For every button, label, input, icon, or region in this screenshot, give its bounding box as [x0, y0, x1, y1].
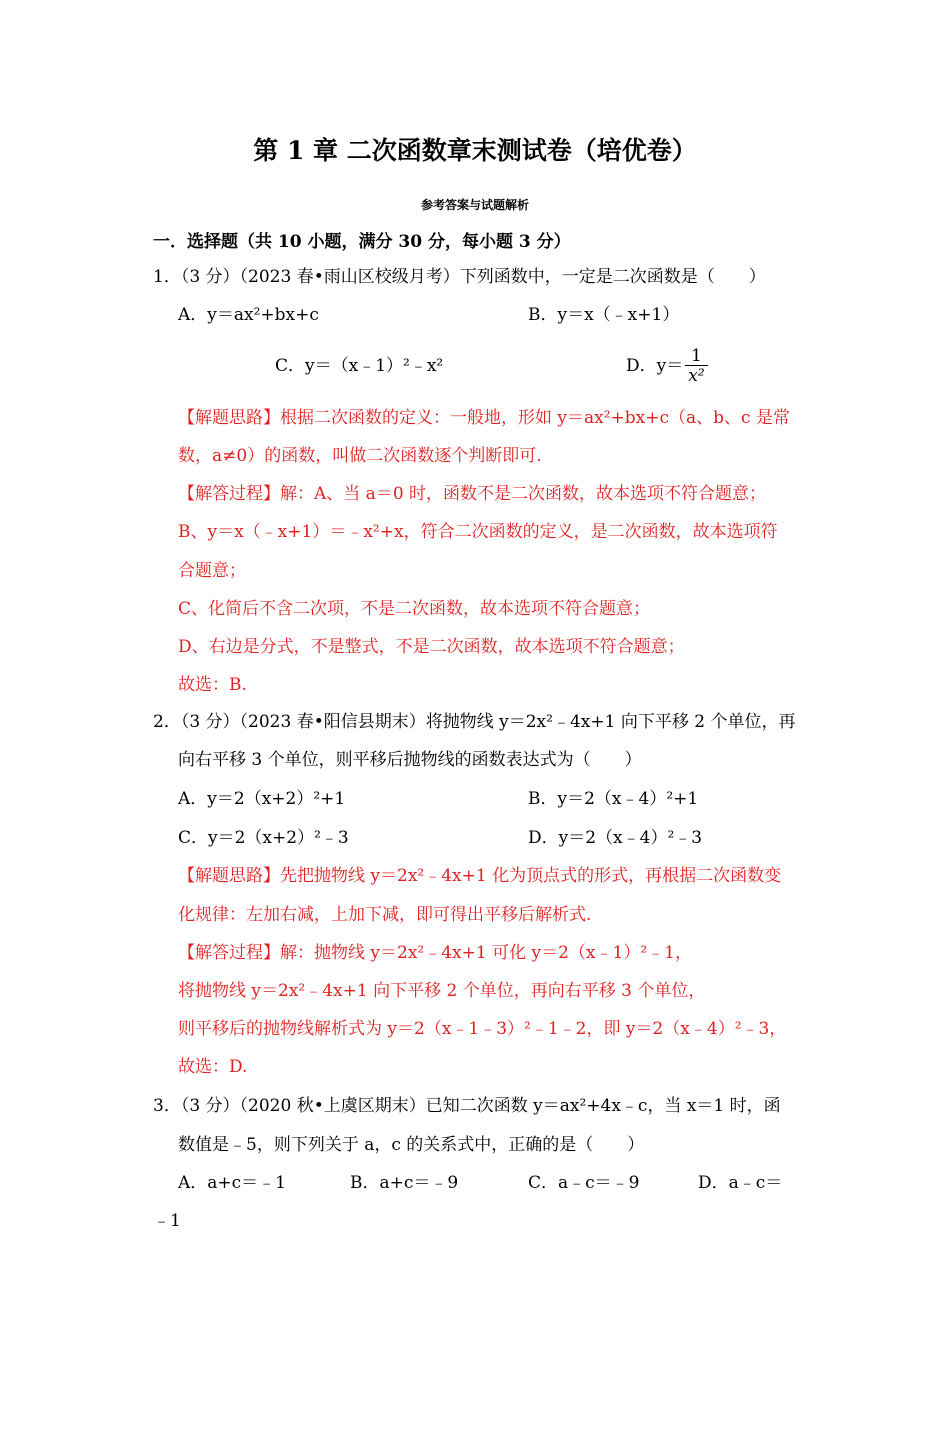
- q1-idea-line-1: 【解题思路】根据二次函数的定义：一般地，形如 y＝ax²+bx+c（a、b、c 是常: [178, 408, 790, 428]
- q2-process-line-1: 【解答过程】解：抛物线 y＝2x²﹣4x+1 可化 y＝2（x﹣1）²﹣1，: [178, 943, 692, 963]
- q3-option-a: A．a+c＝﹣1: [178, 1173, 286, 1193]
- q3-option-d: D．a﹣c＝: [698, 1173, 783, 1193]
- q2-answer: 故选：D.: [178, 1057, 248, 1077]
- page-subtitle: 参考答案与试题解析: [420, 198, 529, 212]
- q3-option-b: B．a+c＝﹣9: [350, 1173, 459, 1193]
- section-heading: 一．选择题（共 10 小题，满分 30 分，每小题 3 分）: [153, 232, 571, 252]
- q1-idea-line-2: 数，a≠0）的函数，叫做二次函数逐个判断即可.: [178, 446, 542, 466]
- q2-stem-line-1: 2．（3 分）（2023 春•阳信县期末）将抛物线 y＝2x²﹣4x+1 向下平移 2 个单位，再: [153, 712, 796, 732]
- q1-answer: 故选：B.: [178, 675, 247, 695]
- q3-option-d-continued: ﹣1: [153, 1211, 181, 1231]
- q3-option-c: C．a﹣c＝﹣9: [528, 1173, 640, 1193]
- q2-process-line-2: 将抛物线 y＝2x²﹣4x+1 向下平移 2 个单位，再向右平移 3 个单位，: [178, 981, 706, 1001]
- q1-process-line-1: 【解答过程】解：A、当 a＝0 时，函数不是二次函数，故本选项不符合题意；: [178, 484, 767, 504]
- q2-option-a: A．y＝2（x+2）²+1: [178, 789, 346, 809]
- q1-option-d-fraction: [685, 347, 707, 386]
- q2-option-c: C．y＝2（x+2）²﹣3: [178, 828, 349, 848]
- q2-stem-line-2: 向右平移 3 个单位，则平移后抛物线的函数表达式为（ ）: [178, 750, 642, 770]
- q1-process-line-4: C、化简后不含二次项，不是二次函数，故本选项不符合题意；: [178, 599, 651, 619]
- q1-process-line-3: 合题意；: [178, 561, 246, 581]
- fraction-numerator: 1: [691, 346, 702, 366]
- q2-option-b: B．y＝2（x﹣4）²+1: [528, 789, 699, 809]
- q1-option-a: A．y＝ax²+bx+c: [178, 305, 319, 325]
- q1-option-d-prefix: D．y＝: [626, 356, 684, 376]
- q2-option-d: D．y＝2（x﹣4）²﹣3: [528, 828, 703, 848]
- q2-idea-line-1: 【解题思路】先把抛物线 y＝2x²﹣4x+1 化为顶点式的形式，再根据二次函数变: [178, 866, 782, 886]
- q1-option-b: B．y＝x（﹣x+1）: [528, 305, 680, 325]
- q1-option-d: [626, 343, 708, 389]
- q2-idea-line-2: 化规律：左加右减，上加下减，即可得出平移后解析式.: [178, 905, 592, 925]
- q3-stem-line-2: 数值是﹣5，则下列关于 a，c 的关系式中，正确的是（ ）: [178, 1135, 645, 1155]
- q2-process-line-3: 则平移后的抛物线解析式为 y＝2（x﹣1﹣3）²﹣1﹣2，即 y＝2（x﹣4）²﹣3，: [178, 1019, 787, 1039]
- page-title: 第 1 章 二次函数章末测试卷（培优卷）: [253, 136, 697, 165]
- q1-process-line-2: B、y＝x（﹣x+1）＝﹣x²+x，符合二次函数的定义，是二次函数，故本选项符: [178, 522, 778, 542]
- q1-option-c: C．y＝（x﹣1）²﹣x²: [275, 356, 444, 376]
- q3-stem-line-1: 3．（3 分）（2020 秋•上虞区期末）已知二次函数 y＝ax²+4x﹣c，当 x＝1 时，函: [153, 1096, 781, 1116]
- fraction-denominator: x²: [688, 366, 705, 386]
- q1-stem: 1．（3 分）（2023 春•雨山区校级月考）下列函数中，一定是二次函数是（ ）: [153, 267, 766, 287]
- q1-process-line-5: D、右边是分式，不是整式，不是二次函数，故本选项不符合题意；: [178, 637, 685, 657]
